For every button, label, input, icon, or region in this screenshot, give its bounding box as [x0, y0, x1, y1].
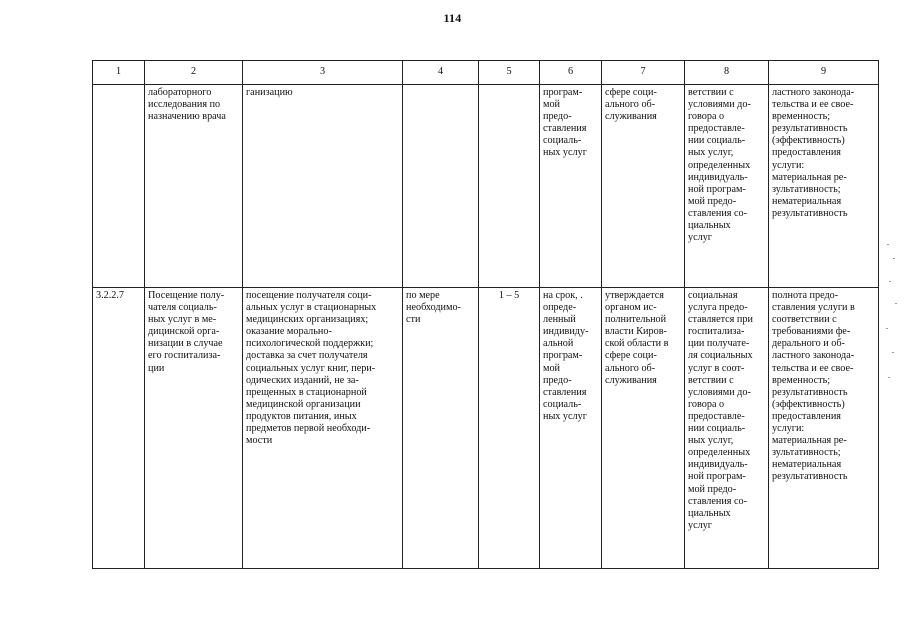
- column-header: 6: [540, 61, 602, 85]
- cell-service-description: ганизацию: [243, 85, 403, 288]
- table-header-row: [93, 61, 879, 85]
- scan-margin-marks: [884, 240, 900, 400]
- cell-service-conditions: социальная услуга предо- ставляется при госпитализа- ции получате- ля социальных услуг в соот- ветствии с условиями до- говора о предоставле- нии социаль- ных услуг, определенных индивидуаль- ной програм- мой предо- ставления со- циальных услуг: [685, 288, 769, 569]
- cell-service-tariff: утверждается органом ис- полнительной власти Киров- ской области в сфере соци- ального об- служивания: [602, 288, 685, 569]
- services-table: [92, 60, 879, 569]
- column-header: 4: [403, 61, 479, 85]
- cell-service-code: [93, 85, 145, 288]
- cell-service-description: посещение получателя соци- альных услуг в стационарных медицинских организациях; оказание морально- психологической поддержки; доставка за счет получателя социальных услуг книг, пери- одических изданий, не за- прещенных в стационарной медицинской организации продуктов питания, иных предметов первой необходи- мости: [243, 288, 403, 569]
- column-header: 5: [479, 61, 540, 85]
- column-header: 7: [602, 61, 685, 85]
- column-header: 1: [93, 61, 145, 85]
- cell-service-name: Посещение полу- чателя социаль- ных услуг в ме- дицинской орга- низации в случае его госпитализа- ции: [145, 288, 243, 569]
- cell-service-frequency: по мере необходимо- сти: [403, 288, 479, 569]
- cell-service-term: програм- мой предо- ставления социаль- ных услуг: [540, 85, 602, 288]
- table-row: [93, 85, 879, 288]
- cell-service-tariff: сфере соци- ального об- служивания: [602, 85, 685, 288]
- page-number: 114: [443, 11, 462, 25]
- column-header: 9: [769, 61, 879, 85]
- cell-service-quality: ластного законода- тельства и ее свое- временность; результативность (эффективность) предоставления услуги: материальная ре- зультативность; нематериальная результативность: [769, 85, 879, 288]
- cell-service-code: 3.2.2.7: [93, 288, 145, 569]
- cell-service-name: лабораторного исследования по назначению врача: [145, 85, 243, 288]
- column-header: 2: [145, 61, 243, 85]
- cell-service-frequency: [403, 85, 479, 288]
- cell-service-count: 1 – 5: [479, 288, 540, 569]
- cell-service-term: на срок, . опреде- ленный индивиду- альной програм- мой предо- ставления социаль- ных услуг: [540, 288, 602, 569]
- column-header: 3: [243, 61, 403, 85]
- cell-service-count: [479, 85, 540, 288]
- cell-service-conditions: ветствии с условиями до- говора о предоставле- нии социаль- ных услуг, определенных индивидуаль- ной програм- мой предо- ставления со- циальных услуг: [685, 85, 769, 288]
- cell-service-quality: полнота предо- ставления услуги в соответствии с требованиями фе- дерального и об- ластного законода- тельства и ее свое- временность; результативность (эффективность) предоставления услуги: материальная ре- зультативность; нематериальная результативность: [769, 288, 879, 569]
- column-header: 8: [685, 61, 769, 85]
- table-row: [93, 288, 879, 569]
